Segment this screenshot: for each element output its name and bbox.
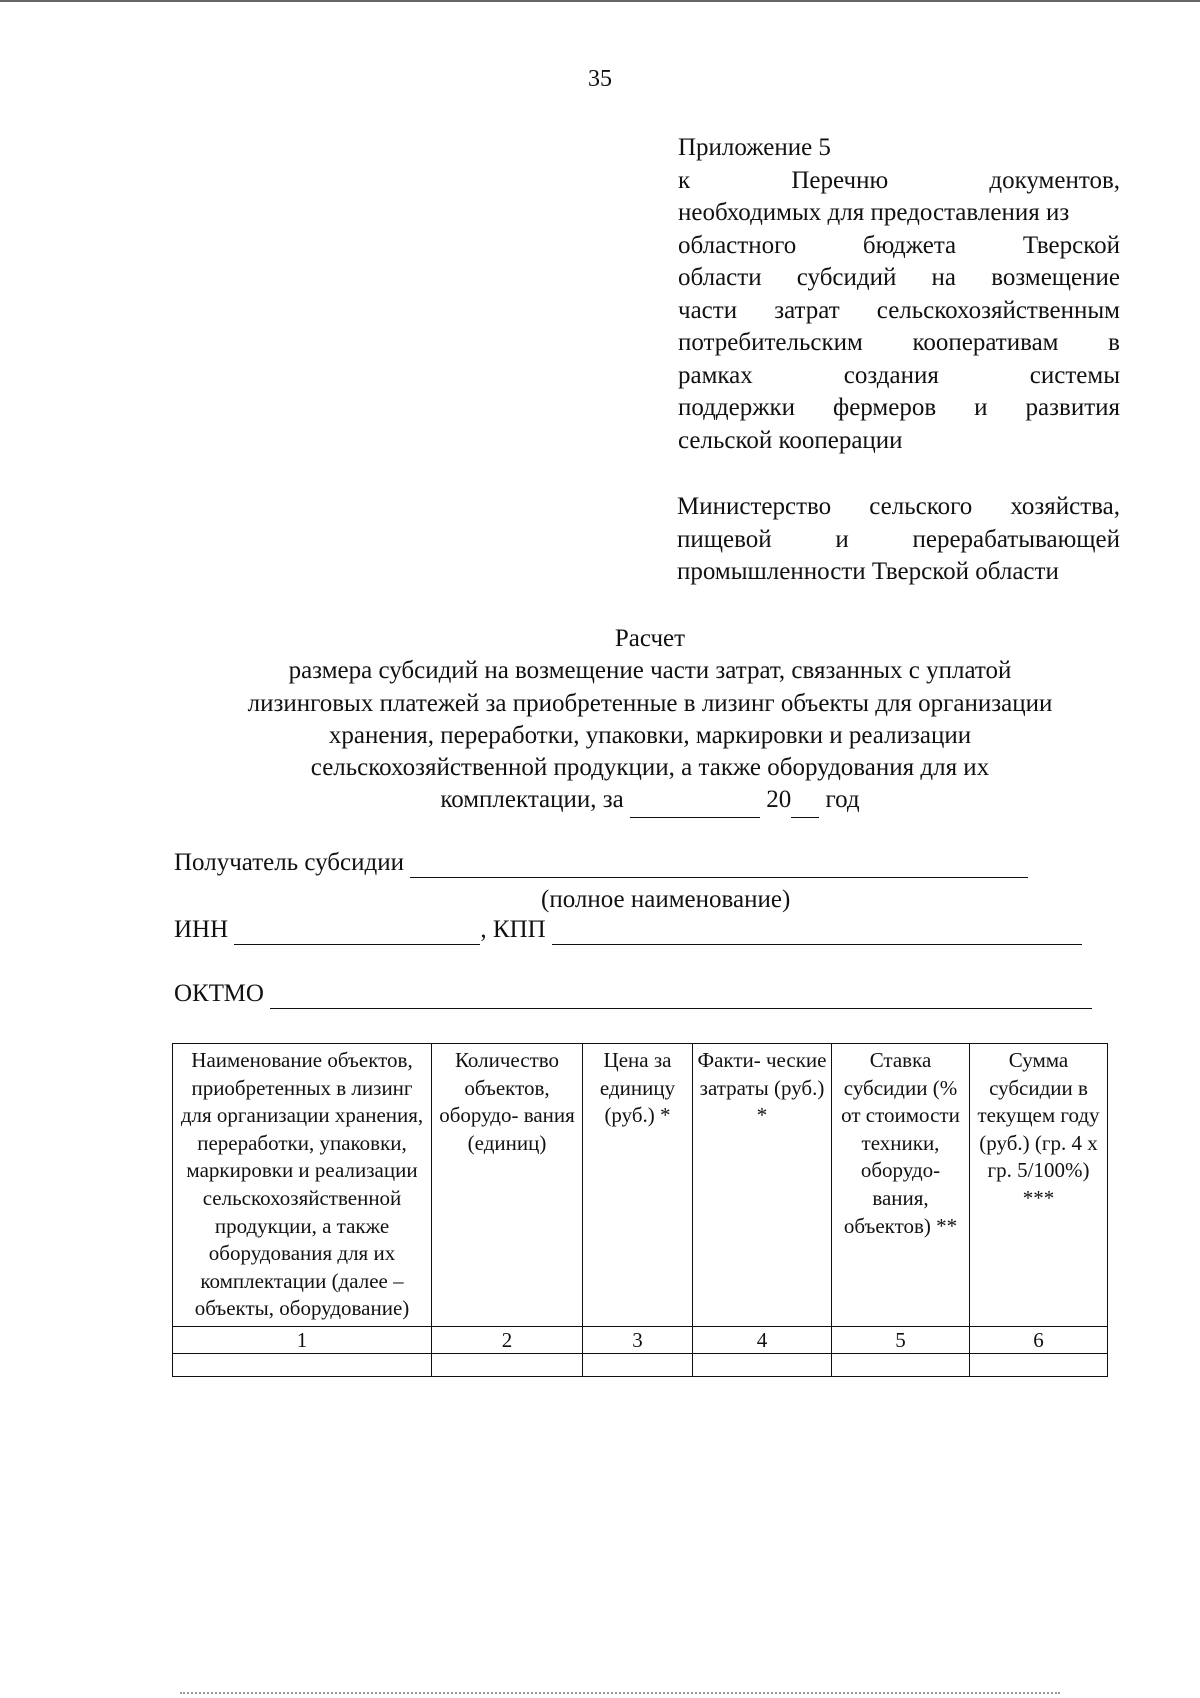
- header-subsidy-amount: Сумма субсидии в текущем году (руб.) (гр. 4 х гр. 5/100%) ***: [970, 1044, 1108, 1327]
- oktmo-label: ОКТМО: [174, 980, 264, 1007]
- calculation-title: [160, 623, 1140, 818]
- appendix-block: [678, 132, 1120, 457]
- recipient-label: Получатель субсидии: [174, 849, 404, 876]
- appendix-line: части затрат сельскохозяйственным: [678, 296, 1120, 324]
- column-number: 3: [583, 1326, 693, 1353]
- header-actual-costs: Факти- ческие затраты (руб.) *: [693, 1044, 832, 1327]
- appendix-title: Приложение 5: [678, 134, 831, 161]
- recipient-row: [174, 849, 1028, 878]
- scan-bottom-edge: [180, 1692, 1060, 1694]
- column-number: 1: [173, 1326, 432, 1353]
- column-number: 6: [970, 1326, 1108, 1353]
- year-blank[interactable]: [791, 784, 819, 817]
- header-unit-price: Цена за единицу (руб.) *: [583, 1044, 693, 1327]
- period-blank[interactable]: [630, 784, 760, 817]
- appendix-line: к Перечню документов,: [678, 166, 1120, 194]
- scan-top-edge: [0, 0, 1200, 2]
- ministry-line: пищевой и перерабатывающей: [677, 525, 1120, 553]
- inn-kpp-row: [174, 916, 1082, 945]
- table-cell[interactable]: [970, 1353, 1108, 1376]
- appendix-line: области субсидий на возмещение: [678, 264, 1120, 291]
- kpp-field[interactable]: [552, 916, 1082, 945]
- oktmo-field[interactable]: [270, 980, 1092, 1009]
- column-number: 2: [432, 1326, 583, 1353]
- period-prefix: комплектации, за: [440, 786, 624, 814]
- appendix-line: поддержки фермеров и развития: [678, 394, 1120, 421]
- ministry-line: промышленности Тверской области: [677, 558, 1059, 585]
- table-cell[interactable]: [583, 1353, 693, 1376]
- table-cell[interactable]: [432, 1353, 583, 1376]
- table-cell[interactable]: [173, 1353, 432, 1376]
- recipient-caption: (полное наименование): [541, 886, 791, 913]
- table-header-row: [173, 1044, 1108, 1327]
- header-object-name: Наименование объектов, приобретенных в лизинг для организации хранения, переработки, упаковки, маркировки и реализации сельскохозяйственной продукции, а также оборудования для их комплектации (далее – объекты, оборудование): [173, 1044, 432, 1327]
- header-subsidy-rate: Ставка субсидии (% от стоимости техники, оборудо- вания, объектов) **: [832, 1044, 970, 1327]
- header-quantity: Количество объектов, оборудо- вания (единиц): [432, 1044, 583, 1327]
- page-number: 35: [588, 66, 612, 92]
- inn-field[interactable]: [234, 916, 480, 945]
- title-heading: Расчет: [614, 625, 686, 652]
- calculation-table: [172, 1043, 1108, 1377]
- title-line-period: [160, 784, 1140, 817]
- appendix-line: областного бюджета Тверской: [678, 231, 1120, 259]
- appendix-line: рамках создания системы: [678, 361, 1120, 389]
- table-cell[interactable]: [832, 1353, 970, 1376]
- year-prefix: 20: [766, 786, 792, 814]
- ministry-block: [677, 491, 1120, 589]
- period-suffix: год: [825, 786, 860, 814]
- column-numbers-row: [173, 1326, 1108, 1353]
- kpp-label: , КПП: [480, 916, 546, 943]
- ministry-line: Министерство сельского хозяйства,: [677, 493, 1120, 520]
- appendix-line: потребительским кооперативам в: [678, 329, 1120, 356]
- title-line: лизинговых платежей за приобретенные в лизинг объекты для организации: [247, 689, 1053, 717]
- column-number: 4: [693, 1326, 832, 1353]
- inn-label: ИНН: [174, 916, 229, 943]
- appendix-line: сельской кооперации: [678, 426, 903, 454]
- appendix-line: необходимых для предоставления из: [678, 199, 1070, 226]
- title-line: хранения, переработки, упаковки, маркировки и реализации: [328, 721, 972, 749]
- table-cell[interactable]: [693, 1353, 832, 1376]
- column-number: 5: [832, 1326, 970, 1353]
- title-line: размера субсидий на возмещение части затрат, связанных с уплатой: [288, 657, 1012, 685]
- recipient-field[interactable]: [410, 849, 1028, 878]
- table-row: [173, 1353, 1108, 1376]
- oktmo-row: [174, 980, 1092, 1009]
- title-line: сельскохозяйственной продукции, а также оборудования для их: [310, 754, 990, 782]
